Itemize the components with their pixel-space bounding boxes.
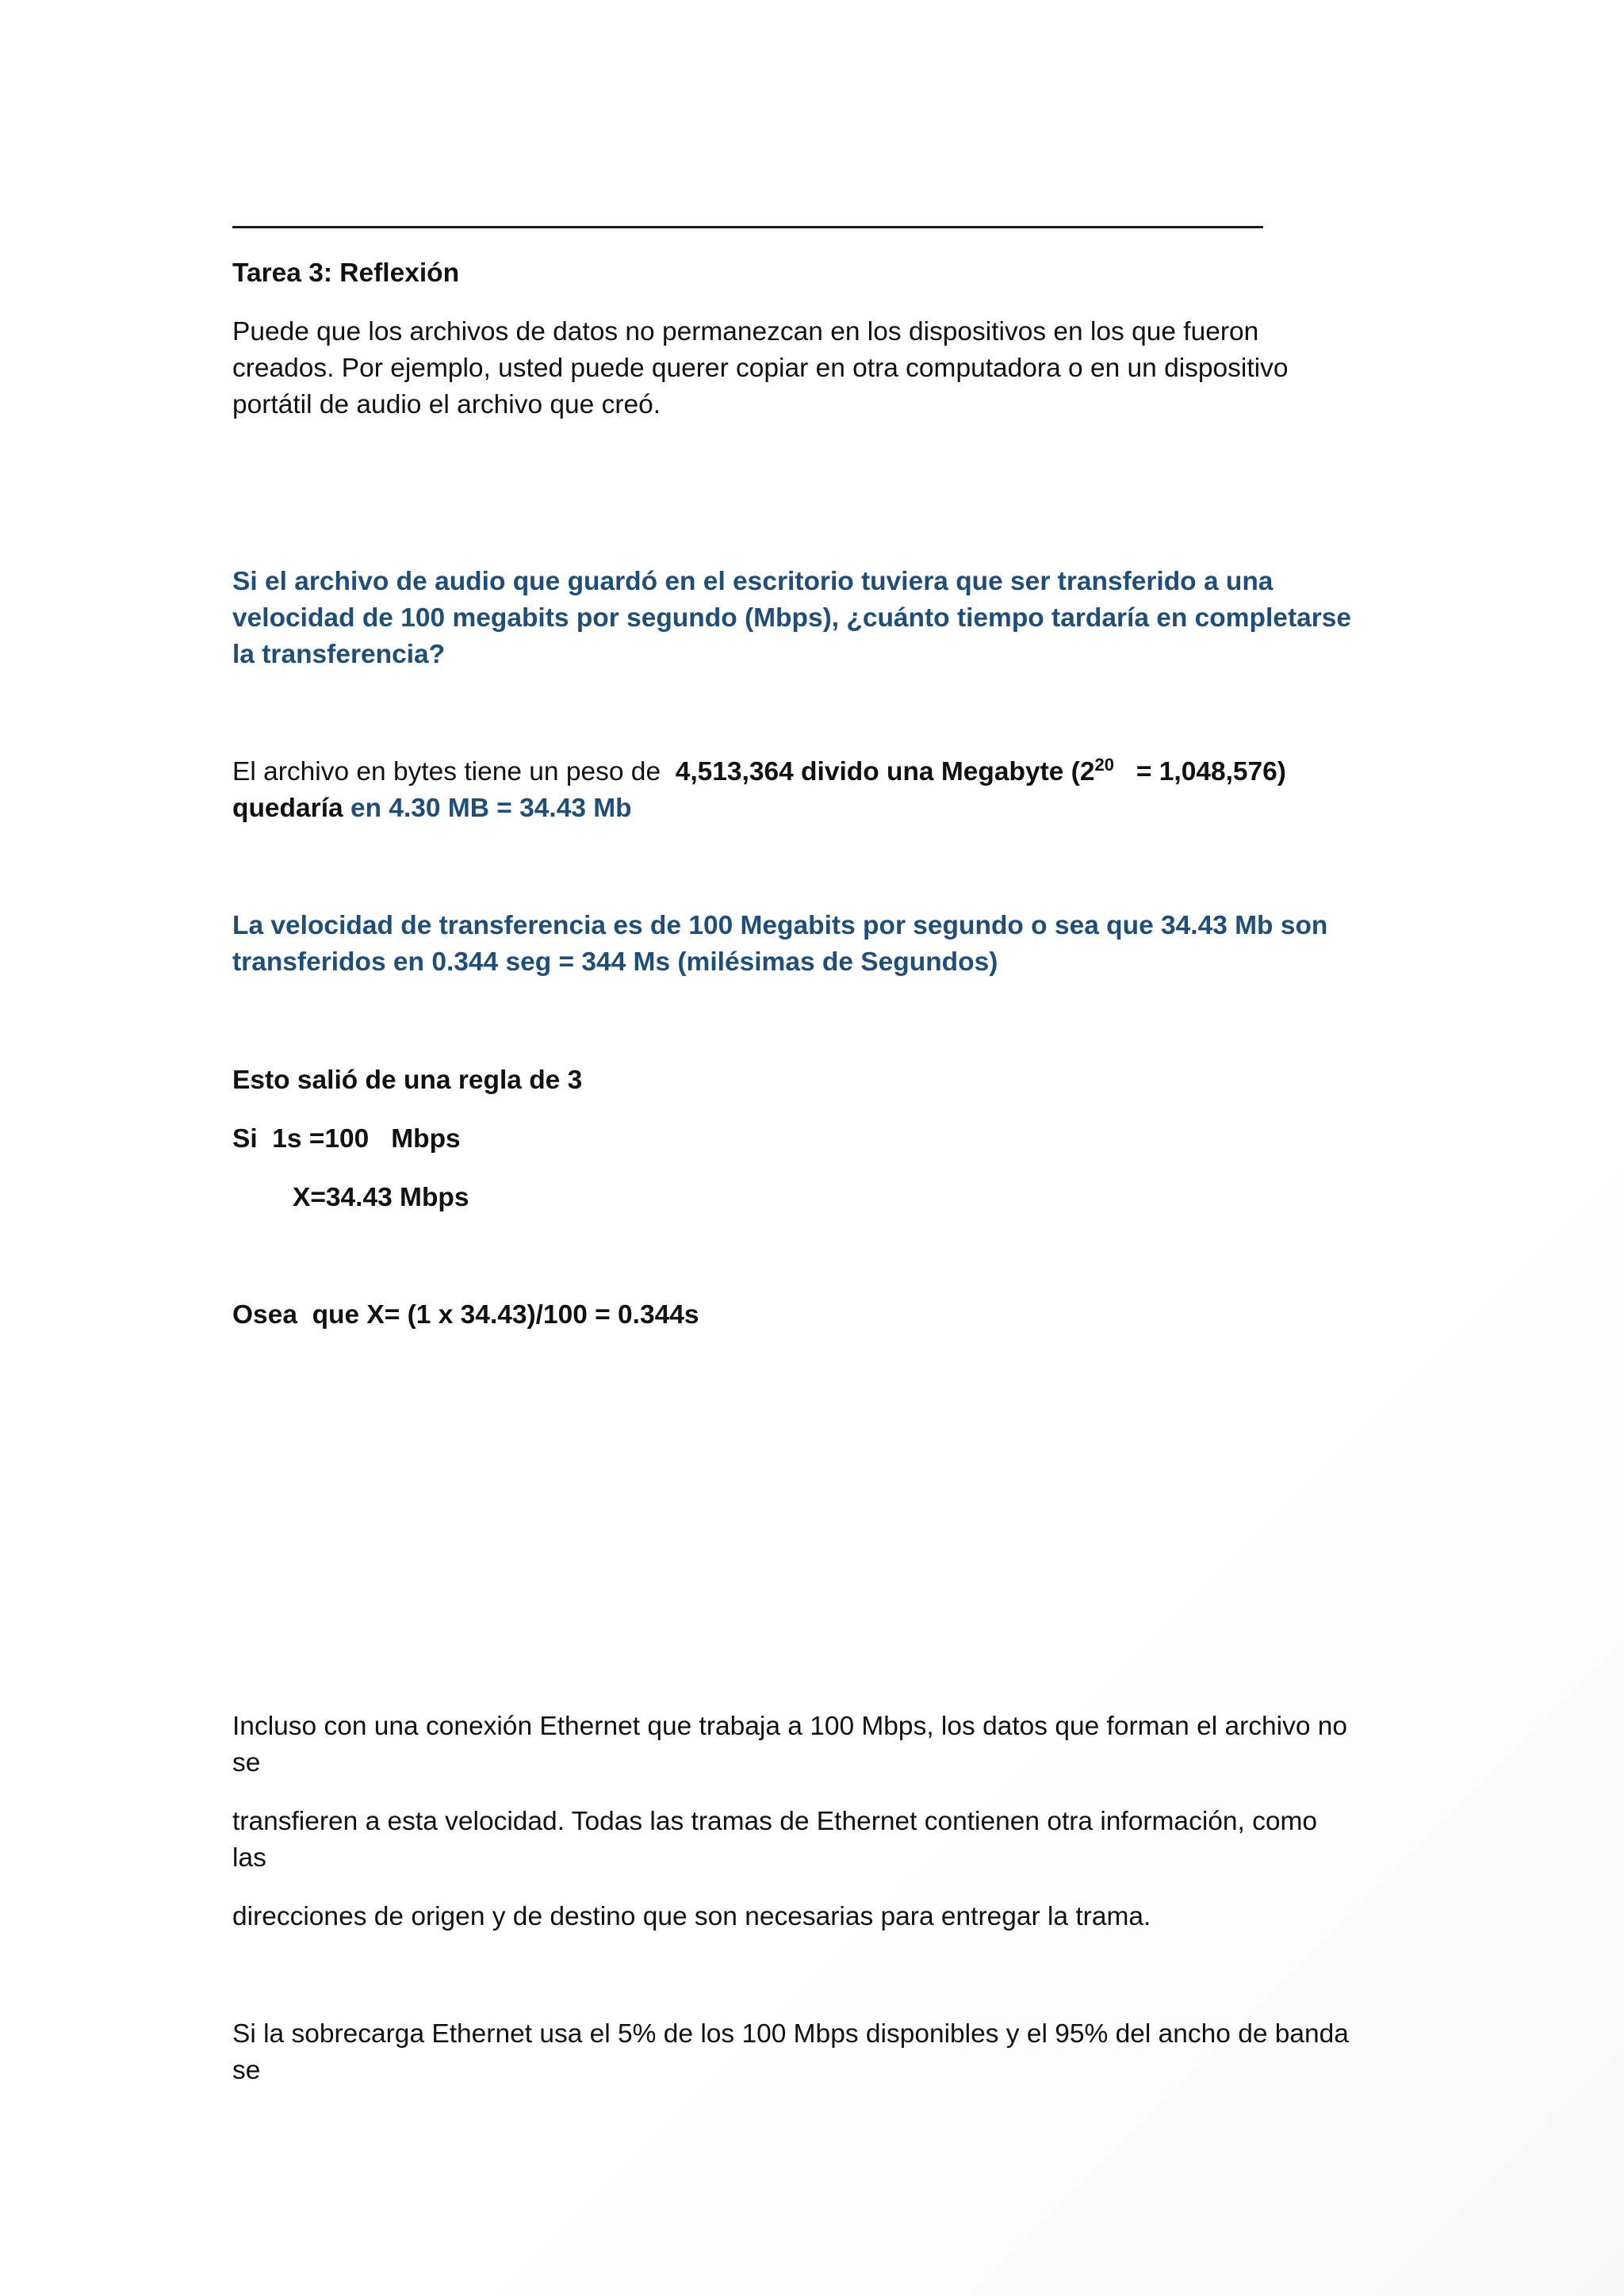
ethernet-line-1: Incluso con una conexión Ethernet que trabaja a 100 Mbps, los datos que forman el archivo no xyxy=(232,1712,1348,1741)
rule-of-three-line-2: X=34.43 Mbps xyxy=(293,1183,469,1212)
intro-line-2: creados. Por ejemplo, usted puede querer copiar en otra computadora o en un dispositivo xyxy=(232,354,1289,383)
overhead-line-1: Si la sobrecarga Ethernet usa el 5% de los 100 Mbps disponibles y el 95% del ancho de banda xyxy=(232,2019,1349,2049)
rule-of-three-result: Osea que X= (1 x 34.43)/100 = 0.344s xyxy=(232,1300,699,1330)
answer-line2-bold: quedaría xyxy=(232,794,343,823)
ethernet-line-4: las xyxy=(232,1843,266,1873)
section-heading: Tarea 3: Reflexión xyxy=(232,258,460,288)
intro-line-1: Puede que los archivos de datos no permanezcan en los dispositivos en los que fueron xyxy=(232,317,1259,346)
answer-calc-line-2 xyxy=(232,790,632,827)
answer-line2-blue: en 4.30 MB = 34.43 Mb xyxy=(350,794,632,823)
rule-of-three-line-1: Si 1s =100 Mbps xyxy=(232,1124,461,1154)
ethernet-line-2: se xyxy=(232,1748,261,1777)
overhead-line-2: se xyxy=(232,2056,261,2085)
transfer-line-2: transferidos en 0.344 seg = 344 Ms (milésimas de Segundos) xyxy=(232,947,998,977)
question-line-1: Si el archivo de audio que guardó en el escritorio tuviera que ser transferido a una xyxy=(232,567,1274,596)
horizontal-rule xyxy=(232,226,1263,228)
answer-bold: 4,513,364 divido una Megabyte (2 xyxy=(675,757,1095,786)
rule-of-three-title: Esto salió de una regla de 3 xyxy=(232,1066,583,1095)
answer-calc-line-1 xyxy=(232,754,1286,790)
answer-exponent: 20 xyxy=(1094,754,1114,775)
question-line-2: velocidad de 100 megabits por segundo (Mbps), ¿cuánto tiempo tardaría en completarse xyxy=(232,603,1352,633)
answer-lead: El archivo en bytes tiene un peso de xyxy=(232,757,661,786)
ethernet-line-5: direcciones de origen y de destino que son necesarias para entregar la trama. xyxy=(232,1902,1151,1931)
transfer-line-1: La velocidad de transferencia es de 100 Megabits por segundo o sea que 34.43 Mb son xyxy=(232,911,1328,940)
ethernet-line-3: transfieren a esta velocidad. Todas las tramas de Ethernet contienen otra información, como xyxy=(232,1807,1318,1836)
question-line-3: la transferencia? xyxy=(232,640,446,669)
intro-line-3: portátil de audio el archivo que creó. xyxy=(232,390,661,419)
answer-bold-end: = 1,048,576) xyxy=(1136,757,1286,786)
